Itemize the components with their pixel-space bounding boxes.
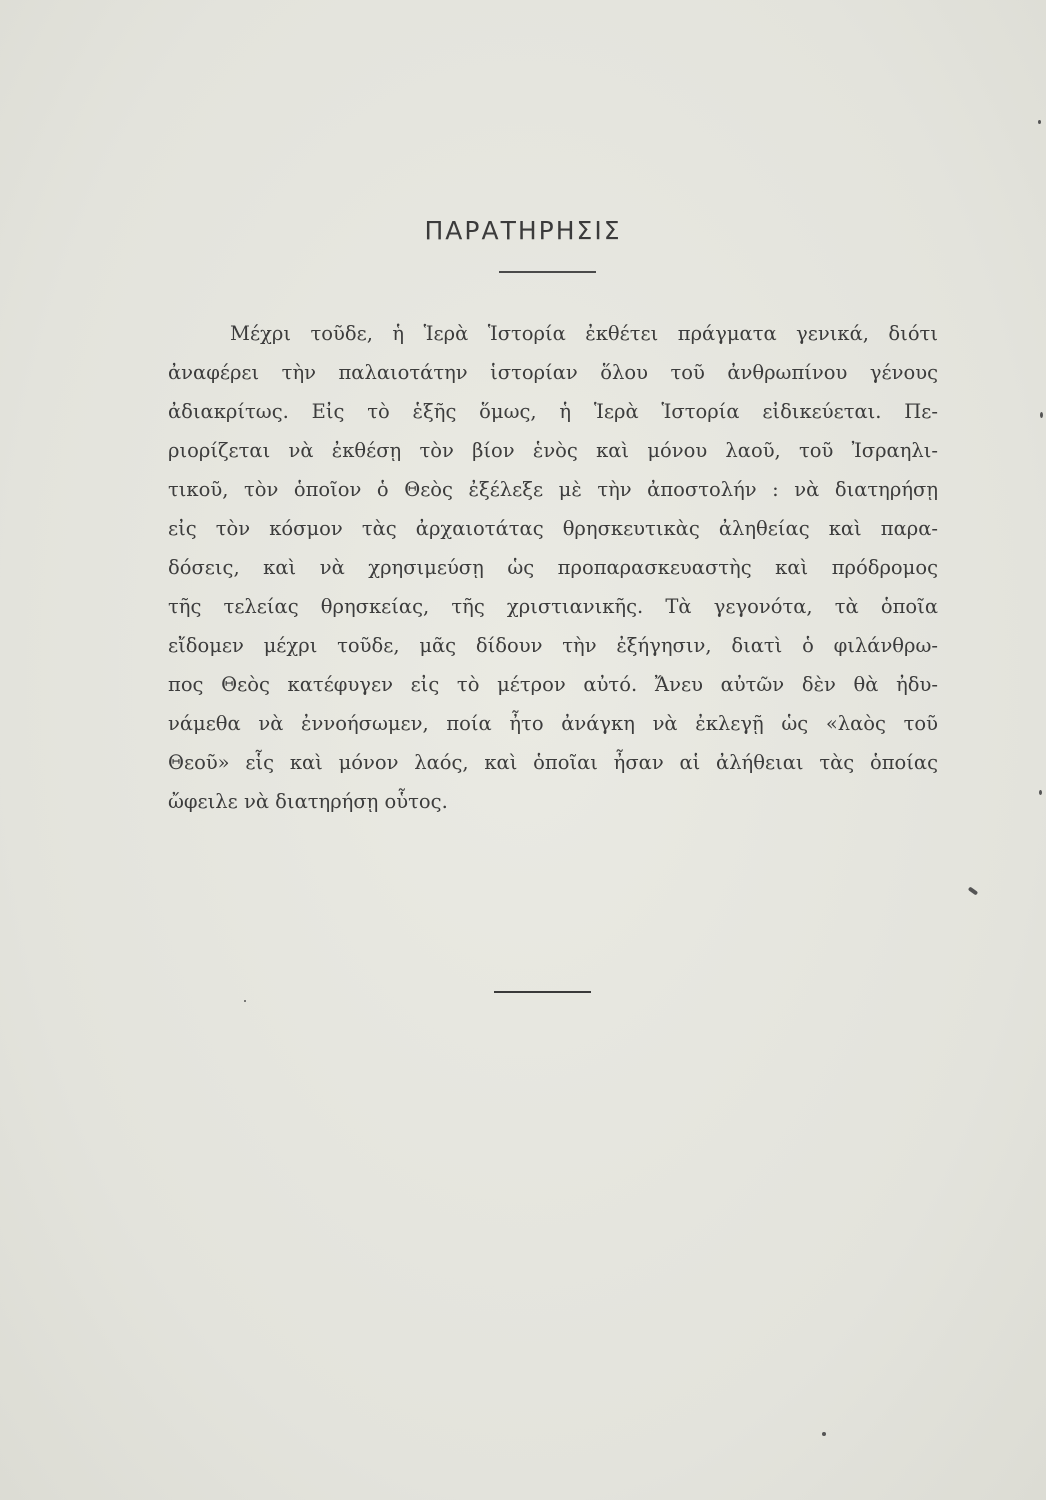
text-line: νάμεθα νὰ ἐννοήσωμεν, ποία ἦτο ἀνάγκη νὰ ἐκλεγῇ ὡς «λαὸς τοῦ: [168, 712, 938, 735]
print-speck: [1039, 790, 1042, 795]
print-speck: [1040, 412, 1043, 418]
print-speck: [1038, 120, 1041, 124]
body-paragraph: [168, 314, 938, 821]
page-title: ΠΑΡΑΤΗΡΗΣΙΣ: [424, 216, 622, 245]
title-underline: [499, 271, 596, 273]
text-line: ἀδιακρίτως. Εἰς τὸ ἑξῆς ὅμως, ἡ Ἱερὰ Ἱστορία εἰδικεύεται. Πε-: [168, 400, 938, 423]
text-line: τικοῦ, τὸν ὁποῖον ὁ Θεὸς ἐξέλεξε μὲ τὴν ἀποστολήν : νὰ διατηρήσῃ: [168, 478, 938, 501]
text-line: ὤφειλε νὰ διατηρήσῃ οὗτος.: [168, 790, 448, 813]
text-line: δόσεις, καὶ νὰ χρησιμεύσῃ ὡς προπαρασκευαστὴς καὶ πρόδρομος: [168, 556, 938, 579]
text-line: εἰς τὸν κόσμον τὰς ἀρχαιοτάτας θρησκευτικὰς ἀληθείας καὶ παρα-: [168, 517, 938, 540]
text-line: ἀναφέρει τὴν παλαιοτάτην ἱστορίαν ὅλου τοῦ ἀνθρωπίνου γένους: [168, 361, 938, 384]
print-speck: [968, 886, 978, 895]
text-line: Μέχρι τοῦδε, ἡ Ἱερὰ Ἱστορία ἐκθέτει πράγματα γενικά, διότι: [230, 322, 938, 345]
text-line: εἴδομεν μέχρι τοῦδε, μᾶς δίδουν τὴν ἐξήγησιν, διατὶ ὁ φιλάνθρω-: [168, 634, 938, 657]
text-line: Θεοῦ» εἷς καὶ μόνον λαός, καὶ ὁποῖαι ἦσαν αἱ ἀλήθειαι τὰς ὁποίας: [168, 751, 938, 774]
text-line: τῆς τελείας θρησκείας, τῆς χριστιανικῆς. Τὰ γεγονότα, τὰ ὁποῖα: [168, 595, 938, 618]
print-speck: [822, 1432, 826, 1436]
print-speck: [244, 1000, 246, 1002]
end-rule: [494, 991, 591, 993]
text-line: ριορίζεται νὰ ἐκθέσῃ τὸν βίον ἑνὸς καὶ μόνου λαοῦ, τοῦ Ἰσραηλι-: [168, 439, 938, 462]
text-line: πος Θεὸς κατέφυγεν εἰς τὸ μέτρον αὐτό. Ἄνευ αὐτῶν δὲν θὰ ἠδυ-: [168, 673, 938, 696]
